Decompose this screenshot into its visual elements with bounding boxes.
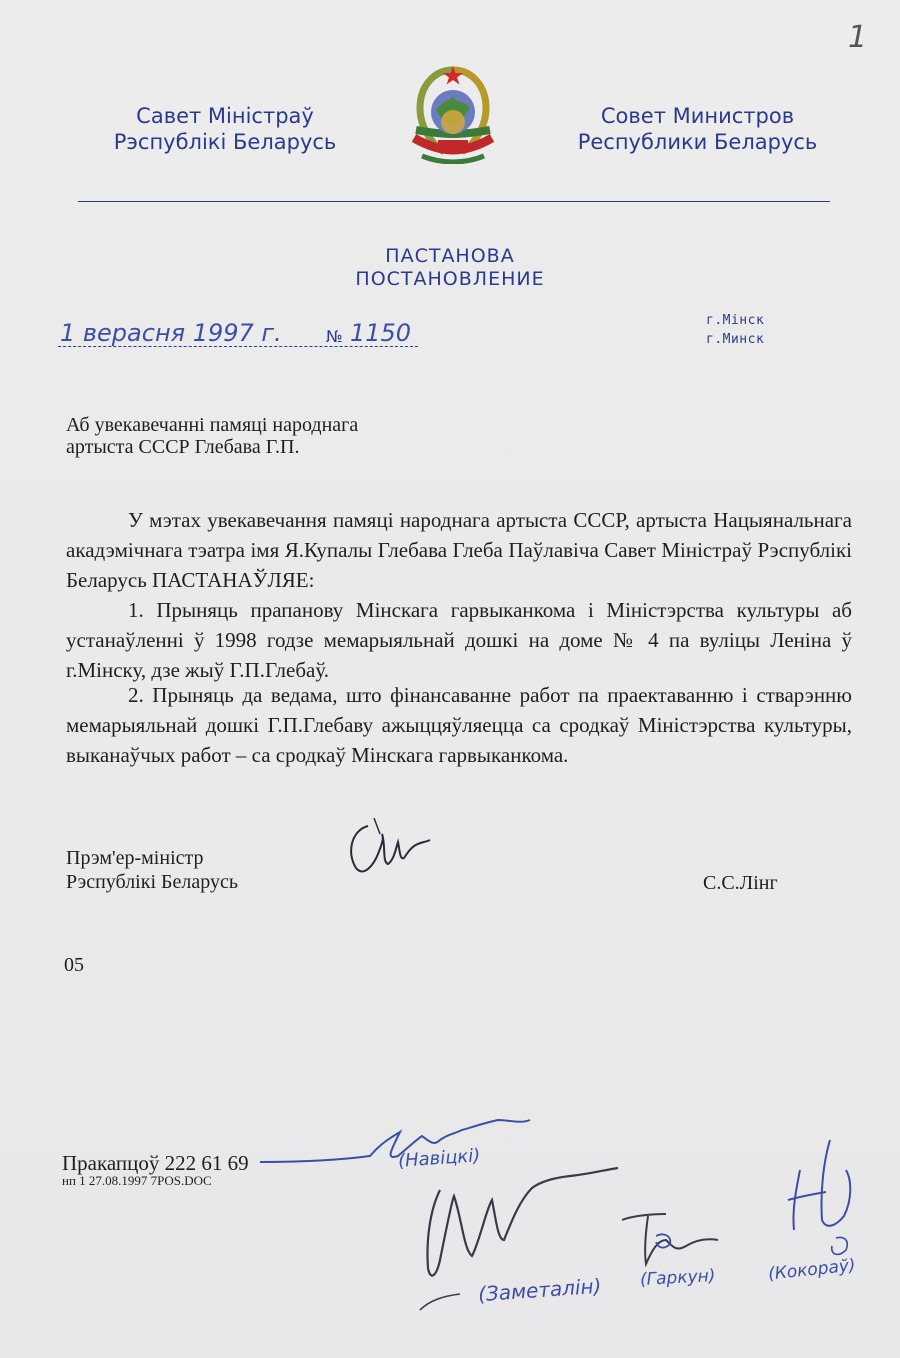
letterhead-left — [100, 103, 350, 155]
handwritten-date: 1 верасня 1997 г. — [60, 319, 282, 347]
body-paragraph-2: 2. Прыняць да ведама, што фінансаванне работ па праектаванню і стварэнню мемарыяльнай дошкі Г.П.Глебаву ажыццяўляецца са сродкаў Міністэрства культуры, выканаўчых работ – са сродкаў Мінскага гарвыканкома. — [66, 683, 852, 767]
page-number: 1 — [848, 20, 868, 55]
document-code: 05 — [64, 954, 84, 976]
body-paragraph-preamble: У мэтах увекавечання памяці народнага артыста СССР, артыста Нацыянальнага акадэмічнага тэатра імя Я.Купалы Глебава Глеба Паўлавіча Савет Міністраў Рэспублікі Беларусь ПАСТАНАЎЛЯЕ: — [66, 508, 852, 592]
city-ru: г.Минск — [706, 332, 765, 347]
coat-of-arms-emblem — [402, 60, 504, 164]
subject — [66, 414, 358, 458]
visa-signatures — [240, 1100, 890, 1350]
letterhead-right-line2: Республики Беларусь — [577, 130, 818, 154]
visa-name-navitski: (Навіцкі) — [397, 1145, 481, 1172]
signatory-title-line1: Прэм'ер-міністр — [66, 847, 204, 869]
signatory-title-line2: Рэспублікі Беларусь — [66, 871, 238, 893]
city-by: г.Мінск — [706, 313, 765, 328]
letterhead-right-line1: Совет Министров — [600, 104, 795, 128]
subject-line2: артыста СССР Глебава Г.П. — [66, 436, 300, 458]
date-number-line — [58, 319, 418, 349]
signatory-name: С.С.Лінг — [703, 872, 778, 894]
handwritten-number: 1150 — [350, 319, 412, 347]
subject-line1: Аб увекавечанні памяці народнага — [66, 414, 359, 436]
letterhead-left-line1: Савет Міністраў — [136, 104, 314, 128]
doc-type-ru: ПОСТАНОВЛЕНИЕ — [355, 268, 545, 290]
letterhead-left-line2: Рэспублікі Беларусь — [113, 130, 337, 154]
executor-line: Пракапцоў 222 61 69 — [62, 1151, 249, 1175]
date-underline — [58, 346, 418, 347]
body-paragraph-1: 1. Прыняць прапанову Мінскага гарвыканкома і Міністэрства культуры аб устанаўленні ў 1998 годзе мемарыяльнай дошкі на доме № 4 па вуліцы Леніна ў г.Мінску, дзе жыў Г.П.Глебаў. — [66, 598, 852, 682]
prime-minister-signature — [338, 812, 438, 884]
number-label: № — [326, 327, 343, 346]
letterhead-right — [565, 103, 830, 155]
visa-name-zametalin: (Заметалін) — [477, 1273, 603, 1307]
letterhead-divider — [78, 201, 830, 202]
visa-name-kokorau: (Кокораў) — [767, 1255, 857, 1285]
doc-type-by: ПАСТАНОВА — [385, 245, 515, 267]
visa-name-karkun: (Гаркун) — [639, 1266, 716, 1290]
signatory-title — [66, 846, 238, 894]
file-reference: нп 1 27.08.1997 7POS.DOC — [62, 1173, 212, 1188]
